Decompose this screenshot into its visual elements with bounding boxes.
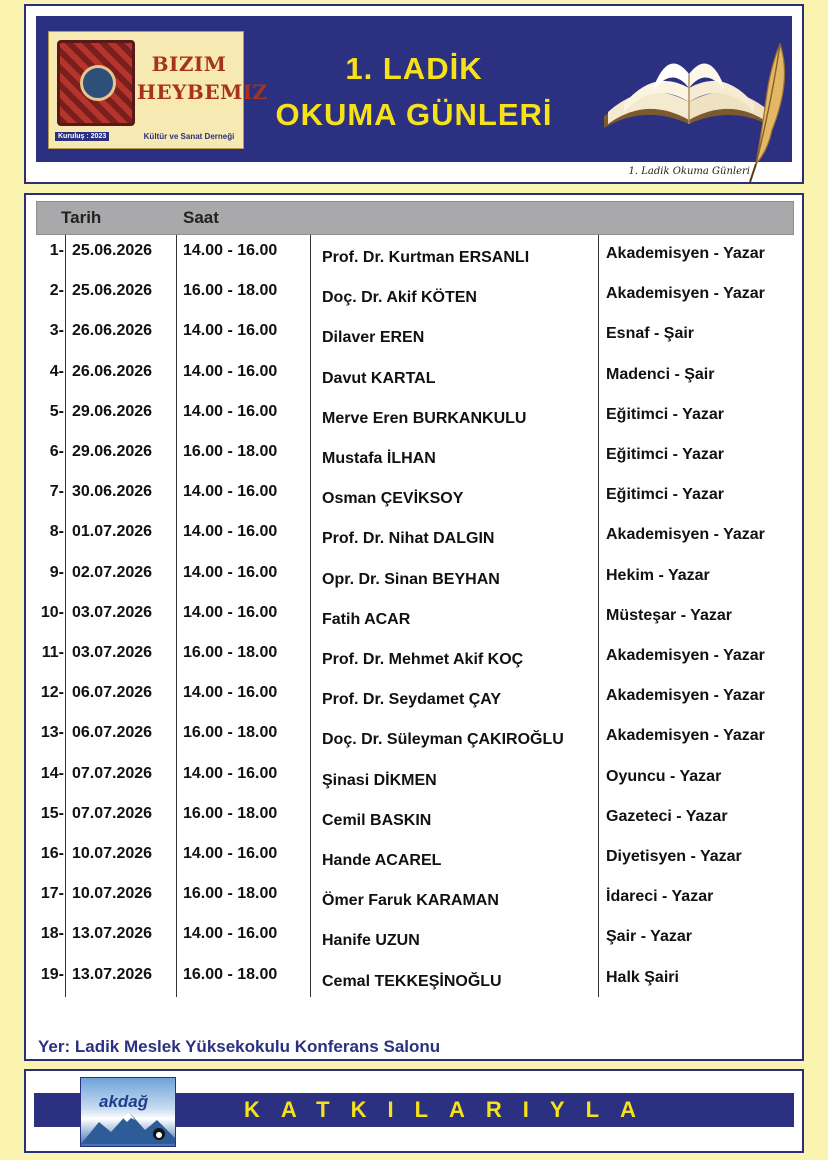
- row-number: 1-: [49, 242, 64, 259]
- table-row: [26, 677, 802, 717]
- table-row: [26, 878, 802, 918]
- row-date: 29.06.2026: [72, 443, 153, 460]
- footer-frame: [24, 1069, 804, 1153]
- logo-title-line2: HEYBEMIZ: [137, 80, 268, 104]
- row-speaker-name: Cemal TEKKEŞİNOĞLU: [322, 972, 502, 990]
- row-number: 5-: [49, 402, 64, 420]
- table-row: [26, 637, 802, 677]
- row-speaker-name: Osman ÇEVİKSOY: [322, 490, 464, 508]
- row-speaker-role: Oyuncu - Yazar: [606, 767, 722, 785]
- row-date: 03.07.2026: [72, 644, 153, 661]
- row-number: 17-: [40, 885, 64, 903]
- row-speaker-name: Mustafa İLHAN: [322, 450, 436, 467]
- row-date: 25.06.2026: [72, 242, 153, 259]
- row-time: 14.00 - 16.00: [183, 242, 278, 259]
- row-date: 07.07.2026: [72, 764, 153, 782]
- row-number: 7-: [49, 483, 64, 501]
- row-speaker-name: Prof. Dr. Mehmet Akif KOÇ: [322, 651, 524, 668]
- column-header-date: Tarih: [61, 208, 102, 227]
- mountain-icon: [81, 1108, 175, 1144]
- row-speaker-name: Opr. Dr. Sinan BEYHAN: [322, 570, 500, 588]
- table-row: [26, 275, 802, 315]
- row-speaker-role: Eğitimci - Yazar: [606, 446, 724, 463]
- row-time: 16.00 - 18.00: [183, 282, 278, 300]
- table-row: [26, 597, 802, 637]
- row-number: 9-: [49, 563, 64, 581]
- row-date: 06.07.2026: [72, 724, 153, 742]
- row-number: 12-: [40, 684, 64, 702]
- row-number: 10-: [40, 603, 64, 621]
- row-speaker-name: Doç. Dr. Akif KÖTEN: [322, 289, 477, 307]
- row-time: 16.00 - 18.00: [183, 644, 278, 661]
- quill-pen-icon: [742, 40, 792, 184]
- table-row: [26, 436, 802, 476]
- row-speaker-role: Şair - Yazar: [606, 928, 692, 946]
- row-time: 14.00 - 16.00: [183, 322, 278, 340]
- table-row: [26, 717, 802, 757]
- row-speaker-name: Hanife UZUN: [322, 932, 420, 950]
- row-speaker-name: Doç. Dr. Süleyman ÇAKIROĞLU: [322, 731, 564, 749]
- row-speaker-role: Müsteşar - Yazar: [606, 606, 732, 624]
- row-speaker-role: Akademisyen - Yazar: [606, 687, 765, 705]
- logo-subtitle: Kültür ve Sanat Derneği: [143, 132, 235, 141]
- page-title: [244, 46, 584, 138]
- row-speaker-name: Ömer Faruk KARAMAN: [322, 892, 499, 910]
- page-title-line2: OKUMA GÜNLERİ: [275, 97, 553, 132]
- table-row: [26, 758, 802, 798]
- row-date: 26.06.2026: [72, 322, 153, 340]
- table-row: [26, 838, 802, 878]
- row-time: 14.00 - 16.00: [183, 925, 278, 943]
- table-row: [26, 235, 802, 275]
- logo-founded: Kuruluş : 2023: [55, 132, 109, 141]
- row-speaker-name: Prof. Dr. Nihat DALGIN: [322, 530, 495, 548]
- row-speaker-name: Fatih ACAR: [322, 610, 411, 628]
- row-speaker-name: Dilaver EREN: [322, 329, 425, 347]
- row-time: 14.00 - 16.00: [183, 402, 278, 420]
- table-row: [26, 918, 802, 958]
- row-speaker-role: Eğitimci - Yazar: [606, 486, 724, 504]
- row-speaker-name: Şinasi DİKMEN: [322, 771, 437, 789]
- row-speaker-role: Eğitimci - Yazar: [606, 405, 724, 423]
- row-date: 03.07.2026: [72, 603, 153, 621]
- row-date: 10.07.2026: [72, 845, 153, 862]
- saddlebag-icon: [57, 40, 135, 126]
- row-speaker-name: Hande ACAREL: [322, 852, 442, 869]
- header-caption: 1. Ladik Okuma Günleri: [628, 166, 750, 177]
- sponsor-logo-text: akdağ: [99, 1092, 149, 1111]
- row-number: 18-: [40, 925, 64, 943]
- row-number: 13-: [40, 724, 64, 742]
- row-time: 14.00 - 16.00: [183, 845, 278, 862]
- row-time: 14.00 - 16.00: [183, 523, 278, 541]
- row-speaker-role: İdareci - Yazar: [606, 888, 714, 906]
- row-date: 07.07.2026: [72, 804, 153, 822]
- row-number: 19-: [40, 965, 64, 983]
- header-frame: [24, 4, 804, 184]
- row-date: 30.06.2026: [72, 483, 153, 501]
- row-speaker-role: Gazeteci - Yazar: [606, 807, 728, 825]
- row-speaker-role: Akademisyen - Yazar: [606, 727, 765, 745]
- table-row: [26, 798, 802, 838]
- row-speaker-role: Akademisyen - Yazar: [606, 647, 765, 664]
- row-time: 16.00 - 18.00: [183, 885, 278, 903]
- row-time: 16.00 - 18.00: [183, 724, 278, 742]
- table-row: [26, 516, 802, 556]
- row-speaker-name: Davut KARTAL: [322, 369, 436, 387]
- row-time: 14.00 - 16.00: [183, 362, 278, 380]
- table-row: [26, 476, 802, 516]
- row-speaker-name: Prof. Dr. Seydamet ÇAY: [322, 691, 502, 709]
- page-title-line1: 1. LADİK: [345, 51, 483, 86]
- association-logo: [48, 31, 268, 149]
- table-header: [36, 201, 794, 235]
- row-time: 16.00 - 18.00: [183, 443, 278, 460]
- venue-text: Yer: Ladik Meslek Yüksekokulu Konferans Salonu: [38, 1037, 441, 1056]
- row-speaker-role: Hekim - Yazar: [606, 566, 710, 584]
- row-speaker-role: Akademisyen - Yazar: [606, 245, 765, 262]
- table-row: [26, 959, 802, 999]
- row-number: 16-: [40, 845, 64, 862]
- row-date: 13.07.2026: [72, 965, 153, 983]
- header-banner: [36, 16, 792, 162]
- column-header-time: Saat: [183, 208, 219, 227]
- table-row: [26, 557, 802, 597]
- row-speaker-role: Esnaf - Şair: [606, 325, 695, 343]
- footer-text: KATKILARIYLA: [244, 1097, 657, 1122]
- row-number: 4-: [49, 362, 64, 380]
- logo-title-line1: BIZIM: [151, 52, 227, 76]
- row-date: 26.06.2026: [72, 362, 153, 380]
- row-number: 11-: [41, 644, 64, 661]
- row-date: 02.07.2026: [72, 563, 153, 581]
- row-speaker-name: Cemil BASKIN: [322, 811, 432, 829]
- row-date: 29.06.2026: [72, 402, 153, 420]
- row-date: 25.06.2026: [72, 282, 153, 300]
- table-row: [26, 396, 802, 436]
- row-speaker-name: Merve Eren BURKANKULU: [322, 409, 527, 427]
- row-number: 14-: [40, 764, 64, 782]
- row-time: 14.00 - 16.00: [183, 603, 278, 621]
- row-time: 16.00 - 18.00: [183, 804, 278, 822]
- row-time: 14.00 - 16.00: [183, 684, 278, 702]
- row-date: 06.07.2026: [72, 684, 153, 702]
- row-time: 14.00 - 16.00: [183, 563, 278, 581]
- row-speaker-role: Madenci - Şair: [606, 365, 715, 383]
- row-speaker-role: Diyetisyen - Yazar: [606, 848, 742, 865]
- logo-title: [137, 50, 268, 106]
- row-date: 10.07.2026: [72, 885, 153, 903]
- row-time: 16.00 - 18.00: [183, 965, 278, 983]
- row-speaker-role: Halk Şairi: [606, 968, 679, 986]
- sponsor-logo: [80, 1077, 176, 1147]
- row-number: 8-: [49, 523, 64, 541]
- row-speaker-role: Akademisyen - Yazar: [606, 526, 765, 544]
- table-row: [26, 356, 802, 396]
- schedule-table: [24, 193, 804, 1061]
- table-row: [26, 315, 802, 355]
- row-speaker-role: Akademisyen - Yazar: [606, 285, 765, 303]
- row-number: 2-: [49, 282, 64, 300]
- row-speaker-name: Prof. Dr. Kurtman ERSANLI: [322, 249, 530, 266]
- row-time: 14.00 - 16.00: [183, 483, 278, 501]
- row-number: 6-: [49, 443, 64, 460]
- row-number: 15-: [40, 804, 64, 822]
- row-number: 3-: [49, 322, 64, 340]
- row-date: 01.07.2026: [72, 523, 153, 541]
- row-date: 13.07.2026: [72, 925, 153, 943]
- row-time: 14.00 - 16.00: [183, 764, 278, 782]
